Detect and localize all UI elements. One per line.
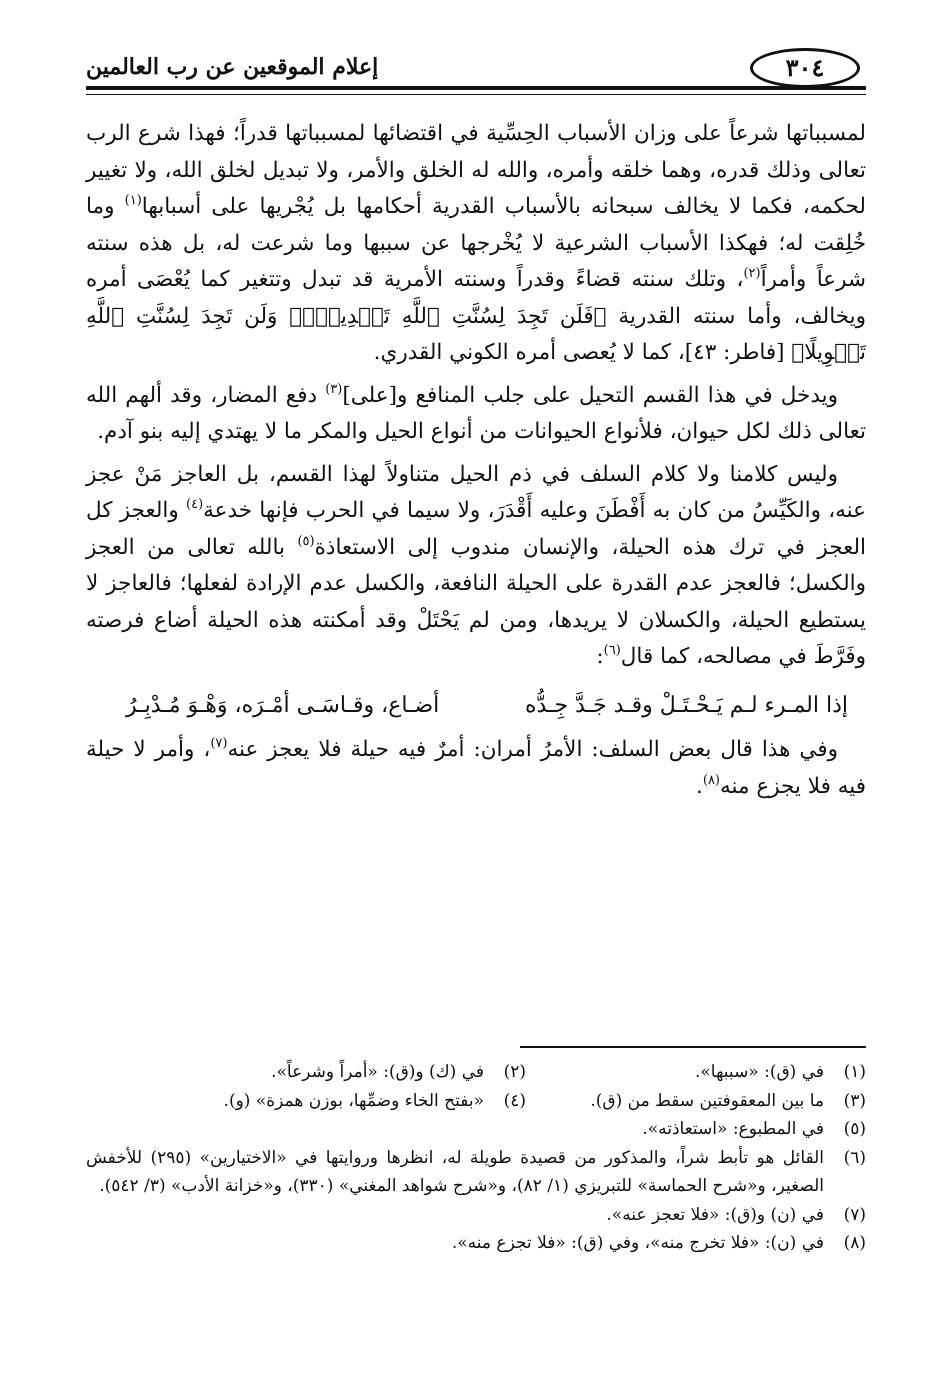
verse-first-hemistich: إذا المـرء لـم يَـحْـتَـلْ وقـد جَـدَّ جِـدُّه — [524, 692, 848, 718]
page-number: ٣٠٤ — [750, 48, 860, 88]
footnote-text: في (ك) و(ق): «أمراً وشرعاً». — [271, 1062, 484, 1082]
footnote-number: (٣) — [843, 1090, 866, 1111]
footnote-ref[interactable]: (١) — [124, 193, 142, 208]
text-run: وفي هذا قال بعض السلف: الأمرُ أمران: أمرٌ فيه حيلة فلا يعجز عنه — [227, 737, 838, 762]
footnote — [86, 1229, 866, 1258]
footnote-ref[interactable]: (٨) — [702, 772, 720, 788]
footnote-text: القائل هو تأبط شراً، والمذكور من قصيدة طويلة له، انظرها وروايتها في «الاختيارين» (٢٩٥) للأخفش الصغير، و«شرح الحماسة» للتبريزي (١/ ٨٢)، و«شرح شواهد المغني» (٣٣٠)، و«خزانة الأدب» (٣/ ٥٤٢). — [86, 1147, 824, 1196]
paragraph — [86, 457, 866, 676]
text-run: بالله تعالى من العجز والكسل؛ فالعجز عدم القدرة على الحيلة النافعة، والكسل عدم الإرادة لفعلها؛ فالعاجز لا يستطيع الحيلة، والكسلان لا يريدها، ومن لم يَحْتَلْ وقد أمكنته هذه الحيلة أضاع فرصته وفَرَّطَ في مصالحه، كما قال — [86, 534, 866, 669]
footnote-number: (٨) — [843, 1233, 866, 1253]
footnote-number: (٦) — [843, 1147, 866, 1168]
text-run: ، وتلك سنته قضاءً وقدراً وسنته الأمرية قد تبدل وتتغير كما يُعْصَى أمره ويخالف، وأما سنته القدرية ﴿فَلَن تَجِدَ لِسُنَّتِ ٱللَّهِ تَبۡدِيلًاۖ وَلَن تَجِدَ لِسُنَّتِ ٱللَّهِ تَحۡوِيلًا﴾ [فاطر: ٤٣]، كما لا يُعصى أمره الكوني القدري. — [86, 267, 866, 365]
footnote-text: ما بين المعقوفتين سقط من (ق). — [590, 1090, 824, 1111]
text-run: : — [596, 644, 604, 669]
footnote-ref[interactable]: (٥) — [297, 533, 315, 549]
text-run: . — [696, 773, 703, 799]
verse-second-hemistich: أضـاع، وقـاسَـى أمْـرَه، وَهْـوَ مُـدْبِـرُ — [126, 692, 440, 718]
footnote-row — [86, 1058, 866, 1087]
text-run: لمسبباتها شرعاً على وزان الأسباب الحِسِّية في اقتضائها لمسبباتها قدراً؛ فهذا شرع الرب تعالى وذلك قدره، وهما خلقه وأمره، والله له الخلق والأمر، ولا تبديل لخلق الله، ولا تغيير لحكمه، فكما لا يخالف سبحانه بالأسباب القدرية أحكامها بل يُجْريها على أسبابها — [86, 121, 866, 219]
footnote — [186, 1087, 526, 1116]
footnotes — [86, 1058, 866, 1258]
header-rule-thick — [86, 86, 866, 90]
page-header — [86, 44, 866, 102]
text-run: وما خُلِقت له؛ فهكذا الأسباب الشرعية لا يُخْرجها عن سببها وما شرعت له، بل هذه سنته شرعاً وأمراً — [86, 194, 866, 292]
book-title: إعلام الموقعين عن رب العالمين — [86, 54, 379, 80]
footnote-ref[interactable]: (٤) — [186, 497, 204, 512]
footnote-text: في (ن): «فلا تخرج منه»، وفي (ق): «فلا تجزع منه». — [451, 1233, 824, 1253]
footnote-separator — [520, 1046, 866, 1048]
footnote-ref[interactable]: (٢) — [743, 266, 761, 281]
footnote-number: (٧) — [843, 1204, 866, 1225]
paragraph — [86, 116, 866, 372]
footnote — [186, 1058, 526, 1087]
main-text — [86, 116, 866, 805]
text-run: وليس كلامنا ولا كلام السلف في ذم الحيل متناولاً لهذا القسم، بل العاجز مَنْ عجز عنه، والكَيِّسُ من كان به أَفْطَنَ وعليه أَقْدَرَ، ولا سيما في الحرب فإنها خدعة — [86, 461, 866, 523]
footnote-number: (٢) — [503, 1062, 526, 1082]
text-run: ، وأمر لا حيلة فيه فلا يجزع منه — [86, 737, 866, 799]
paragraph — [86, 378, 866, 451]
paragraph — [86, 732, 866, 805]
text-run: ويدخل في هذا القسم التحيل على جلب المنافع و[على] — [342, 382, 838, 408]
footnote-number: (١) — [843, 1062, 866, 1082]
footnote-ref[interactable]: (٧) — [210, 736, 228, 751]
text-run: دفع المضار، وقد ألهم الله تعالى ذلك لكل حيوان، فلأنواع الحيوانات من أنواع الحيل والمكر ما لا يهتدي إليه بنو آدم. — [86, 382, 866, 444]
footnote — [526, 1058, 866, 1087]
footnote-row — [86, 1087, 866, 1116]
footnote — [86, 1115, 866, 1144]
footnote-number: (٥) — [843, 1119, 866, 1139]
footnote — [526, 1087, 866, 1116]
footnote-number: (٤) — [503, 1090, 526, 1111]
footnote-ref[interactable]: (٣) — [325, 381, 343, 397]
header-rule-thin — [86, 94, 866, 95]
footnote-text: «بفتح الخاء وضمِّها، بوزن همزة» (و). — [223, 1090, 484, 1111]
footnote-text: في (ق): «سببها». — [694, 1062, 824, 1082]
poetry-verse — [126, 688, 848, 725]
footnote-text: في المطبوع: «استعاذته». — [642, 1119, 824, 1139]
text-run: والعجز كل العجز في ترك هذه الحيلة، والإنسان مندوب إلى الاستعاذة — [86, 498, 867, 560]
footnote — [86, 1201, 866, 1230]
footnote-ref[interactable]: (٦) — [603, 643, 621, 658]
footnote-text: في (ن) و(ق): «فلا تعجز عنه». — [606, 1204, 824, 1225]
footnote — [86, 1144, 866, 1201]
